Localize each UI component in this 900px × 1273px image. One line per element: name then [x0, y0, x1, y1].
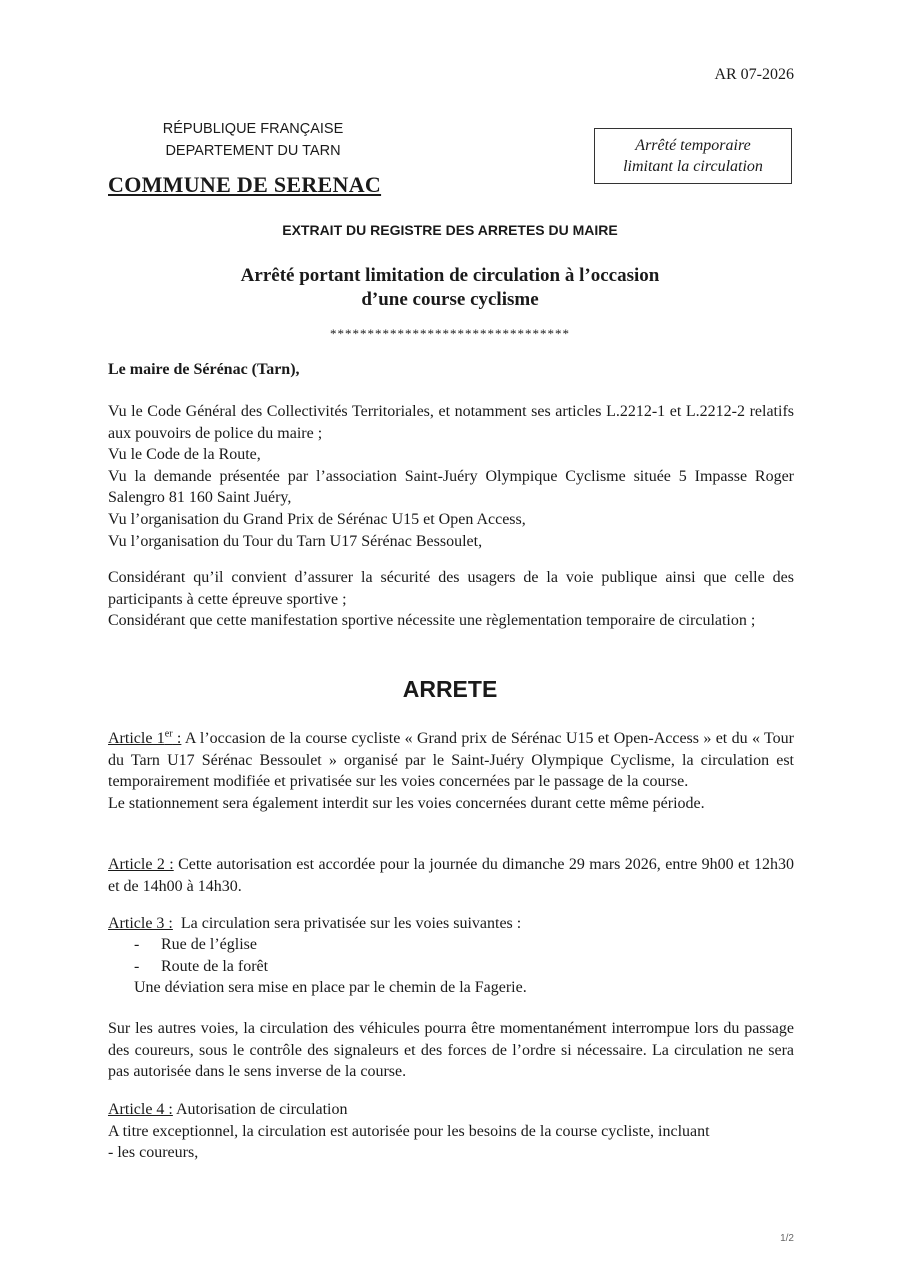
article-4-text: Autorisation de circulation — [172, 1101, 348, 1118]
article-1-text2: Le stationnement sera également interdit sur les voies concernées durant cette même période. — [108, 794, 705, 812]
article-3-label: Article 3 : — [108, 915, 173, 932]
article-4-text3: - les coureurs, — [108, 1144, 199, 1162]
considerant-item: Considérant qu’il convient d’assurer la sécurité des usagers de la voie publique ainsi que celle des participants à cette épreuve sportive ; — [108, 569, 794, 608]
vu-block — [108, 401, 794, 552]
vu-item: Vu l’organisation du Grand Prix de Sérénac U15 et Open Access, — [108, 510, 526, 528]
extrait-heading: EXTRAIT DU REGISTRE DES ARRETES DU MAIRE — [282, 222, 618, 238]
autres-voies-paragraph: Sur les autres voies, la circulation des véhicules pourra être momentanément interrompue lors du passage des coureurs, sous le contrôle des signaleurs et des forces de l’ordre si nécessaire. La circulation ne sera pas autorisée dans le sens inverse de la course. — [108, 1020, 794, 1081]
article-2 — [108, 854, 794, 897]
vu-item: Vu la demande présentée par l’association Saint-Juéry Olympique Cyclisme située 5 Impasse Roger Salengro 81 160 Saint Juéry, — [108, 467, 794, 507]
arrete-heading: ARRETE — [402, 676, 498, 702]
maire-heading: Le maire de Sérénac (Tarn), — [108, 361, 300, 378]
list-item: - Rue de l’église — [134, 936, 257, 953]
separator-stars: ******************************** — [330, 326, 570, 341]
vu-item: Vu l’organisation du Tour du Tarn U17 Sérénac Bessoulet, — [108, 532, 483, 550]
arrete-type-line2: limitant la circulation — [623, 158, 763, 175]
article-4 — [108, 1099, 794, 1164]
document-reference: AR 07-2026 — [714, 66, 794, 83]
considerant-item: Considérant que cette manifestation sportive nécessite une règlementation temporaire de circulation ; — [108, 612, 756, 630]
article-4-label: Article 4 : — [108, 1101, 173, 1118]
article-3-text: La circulation sera privatisée sur les voies suivantes : — [172, 915, 522, 932]
vu-item: Vu le Code Général des Collectivités Territoriales, et notamment ses articles L.2212-1 et L.2212-2 relatifs aux pouvoirs de police du maire ; — [108, 403, 794, 442]
page-number: 1/2 — [780, 1233, 794, 1244]
republique-label: RÉPUBLIQUE FRANÇAISE — [162, 121, 344, 137]
article-1-label: Article 1er : — [108, 728, 182, 747]
departement-label: DEPARTEMENT DU TARN — [165, 143, 341, 159]
commune-title: COMMUNE DE SERENAC — [108, 172, 382, 197]
article-1 — [108, 728, 794, 814]
arrete-type-line1: Arrêté temporaire — [635, 137, 751, 154]
document-title — [0, 264, 900, 312]
list-item: - Route de la forêt — [134, 958, 269, 975]
vu-item: Vu le Code de la Route, — [108, 446, 261, 464]
article-3 — [108, 913, 794, 935]
article-1-text: A l’occasion de la course cycliste « Grand prix de Sérénac U15 et Open-Access » et du « Tour du Tarn U17 Sérénac Bessoulet » organisé par le Saint-Juéry Olympique Cyclisme, la circulation est temporairement modifiée et privatisée sur les voies concernées par le passage de la course. — [108, 730, 795, 791]
considerant-block — [108, 567, 794, 632]
title-line-2: d’une course cyclisme — [361, 289, 539, 310]
deviation-text: Une déviation sera mise en place par le chemin de la Fagerie. — [134, 979, 527, 996]
article-1-paragraph — [108, 728, 794, 793]
article-2-text: Cette autorisation est accordée pour la journée du dimanche 29 mars 2026, entre 9h00 et 12h30 et de 14h00 à 14h30. — [108, 856, 794, 895]
title-line-1: Arrêté portant limitation de circulation à l’occasion — [240, 265, 660, 286]
arrete-type-box — [594, 128, 792, 184]
article-4-text2: A titre exceptionnel, la circulation est autorisée pour les besoins de la course cycliste, incluant — [108, 1122, 710, 1140]
article-2-label: Article 2 : — [108, 856, 174, 873]
